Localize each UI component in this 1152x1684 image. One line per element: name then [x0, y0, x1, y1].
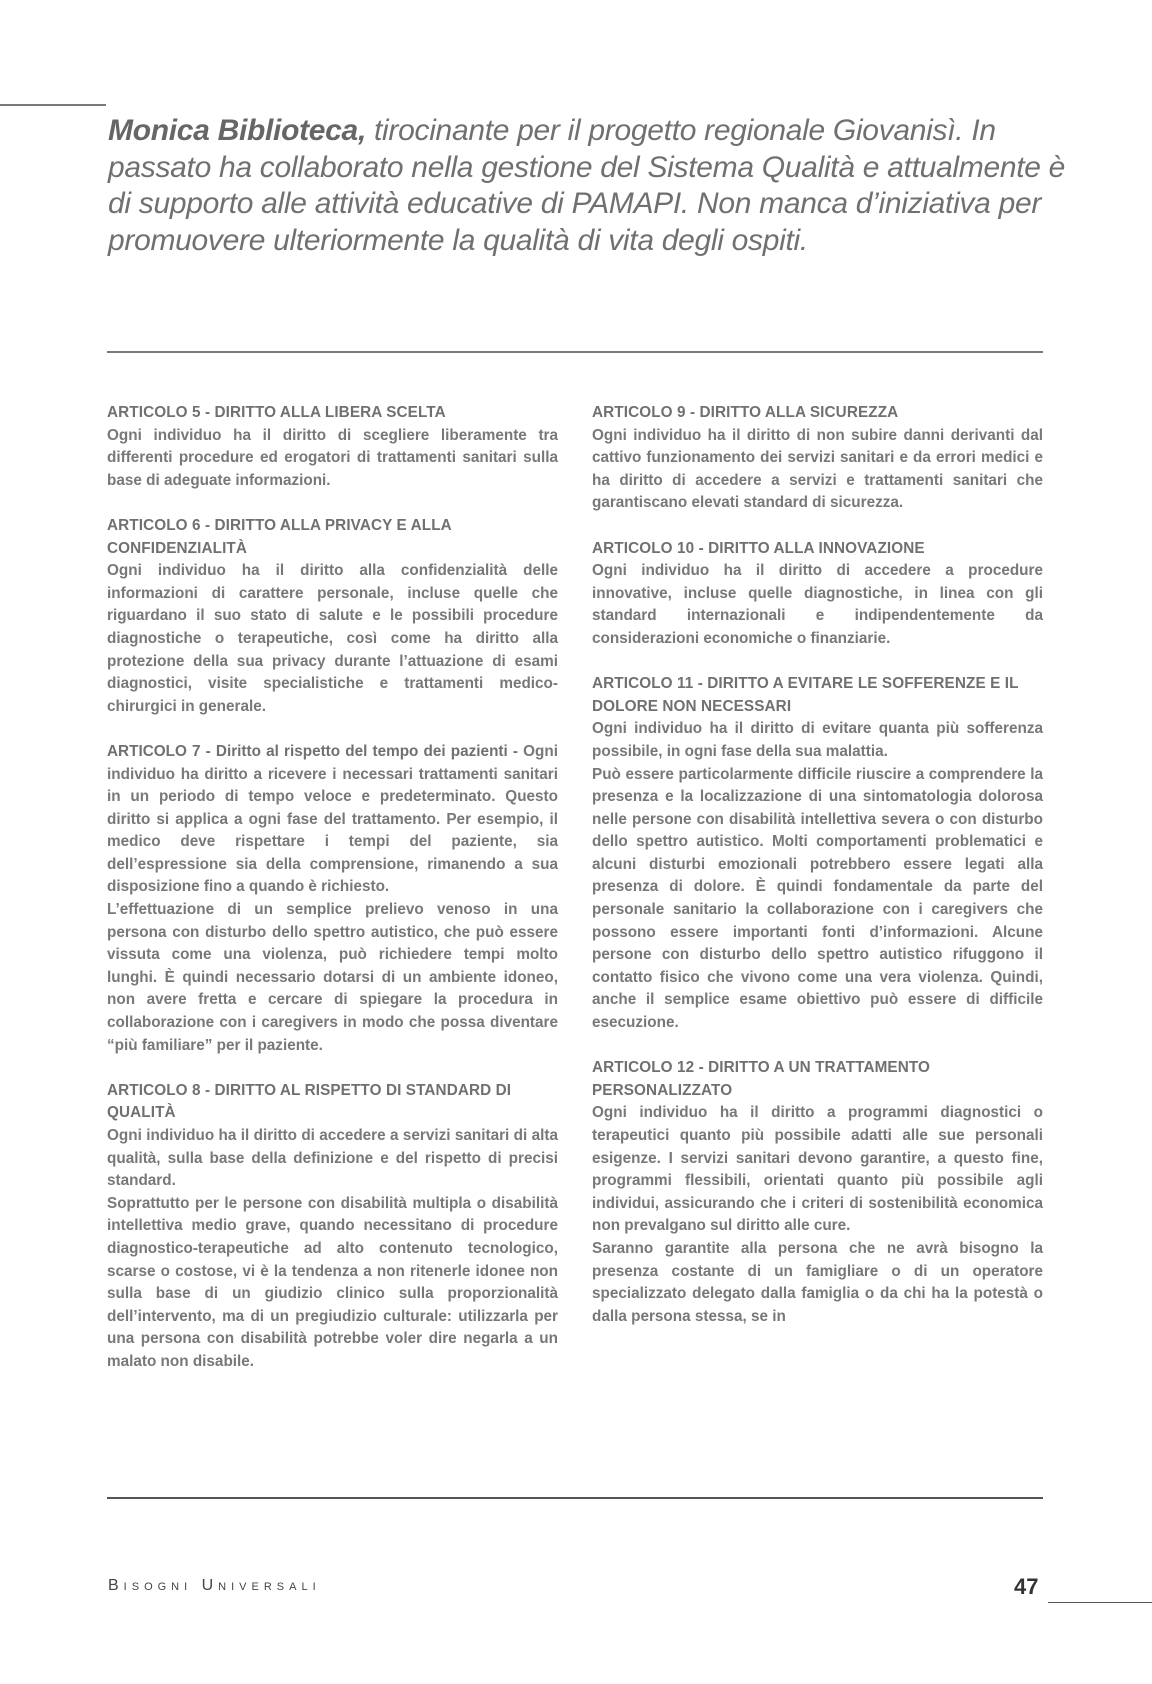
article-7: [107, 741, 558, 1057]
bottom-divider: [107, 1497, 1043, 1499]
article-9: [592, 402, 1043, 515]
page-number: 47: [1014, 1574, 1039, 1599]
article-title: ARTICOLO 9 - DIRITTO ALLA SICUREZZA: [592, 404, 899, 421]
article-8: [107, 1080, 558, 1374]
article-5: [107, 402, 558, 492]
footer-rule: [1048, 1602, 1152, 1603]
publication-title: Bisogni Universali: [108, 1577, 321, 1594]
article-title: ARTICOLO 5 - DIRITTO ALLA LIBERA SCELTA: [107, 404, 446, 421]
section-divider: [107, 351, 1043, 353]
article-11: [592, 673, 1043, 1035]
article-title: ARTICOLO 7 - Diritto al rispetto del tempo dei pazienti -: [107, 742, 524, 760]
article-title: ARTICOLO 8 - DIRITTO AL RISPETTO DI STANDARD DI QUALITÀ: [107, 1081, 512, 1122]
right-column: [592, 402, 1043, 1351]
article-paragraph: Ogni individuo ha il diritto a programmi diagnostici o terapeutici quanto più possibile adatti alle sue personali esigenze. I servizi sanitari devono garantire, a questo fine, programmi flessibili, orientati quanto più possibile agli individui, assicurando che i criteri di sostenibilità economica non prevalgano sul diritto alle cure.: [592, 1104, 1043, 1235]
article-paragraph: Ogni individuo ha il diritto di accedere a procedure innovative, incluse quelle diagnostiche, in linea con gli standard internazionali e indipendentemente da considerazioni economiche o finanziarie.: [592, 562, 1043, 647]
author-bio-text: tirocinante per il progetto regionale Giovanisì. In passato ha collaborato nella gestione del Sistema Qualità e attualmente è di supporto alle attività educative di PAMAPI. Non manca d’iniziativa per promuovere ulteriormente la qualità di vita degli ospiti.: [108, 114, 1066, 257]
left-column: [107, 402, 558, 1396]
article-paragraph: Ogni individuo ha il diritto di scegliere liberamente tra differenti procedure ed erogatori di trattamenti sanitari sulla base di adeguate informazioni.: [107, 426, 558, 489]
article-paragraph: L’effettuazione di un semplice prelievo venoso in una persona con disturbo dello spettro autistico, che può essere vissuta come una violenza, può richiedere tempi molto lunghi. È quindi necessario dotarsi di un ambiente idoneo, non avere fretta e cercare di spiegare la procedura in collaborazione con i caregivers in modo che possa diventare “più familiare” per il paziente.: [107, 901, 558, 1054]
article-title: ARTICOLO 10 - DIRITTO ALLA INNOVAZIONE: [592, 539, 925, 557]
article-paragraph: Può essere particolarmente difficile riuscire a comprendere la presenza e la localizzazione di una sintomatologia dolorosa nelle persone con disabilità intellettiva severa o con disturbo dello spettro autistico. Molti comportamenti problematici e alcuni disturbi emozionali potrebbero essere legati alla presenza di dolore. È quindi fondamentale da parte del personale sanitario la collaborazione con i caregivers che possono essere importanti fonti d’informazioni. Alcune persone con disturbo dello spettro autistico rifuggono il contatto fisico che vivono come una vera violenza. Quindi, anche il semplice esame obiettivo può essere di difficile esecuzione.: [592, 765, 1043, 1032]
top-left-rule: [0, 104, 106, 106]
article-paragraph: Ogni individuo ha il diritto di evitare quanta più sofferenza possibile, in ogni fase della sua malattia.: [592, 720, 1043, 760]
article-paragraph: Saranno garantite alla persona che ne avrà bisogno la presenza costante di un famigliare o di un operatore specializzato delegato dalla famiglia o da chi ha la potestà o dalla persona stessa, se in: [592, 1239, 1043, 1325]
author-bio: [108, 113, 1068, 259]
article-6: [107, 515, 558, 718]
article-10: [592, 538, 1043, 651]
author-name: Monica Biblioteca,: [108, 114, 366, 147]
article-paragraph: Soprattutto per le persone con disabilità multipla o disabilità intellettiva medio grave, quando necessitano di procedure diagnostico-terapeutiche ad alto contenuto tecnologico, scarse o costose, vi è la tendenza a non ritenerle idonee non sulla base di un giudizio clinico sulla proporzionalità dell’intervento, ma di un pregiudizio culturale: utilizzarla per una persona con disabilità potrebbe voler dire negarla a un malato non disabile.: [107, 1194, 558, 1370]
article-title: ARTICOLO 11 - DIRITTO A EVITARE LE SOFFERENZE E IL DOLORE NON NECESSARI: [592, 675, 1019, 715]
article-12: [592, 1057, 1043, 1328]
article-title: ARTICOLO 6 - DIRITTO ALLA PRIVACY E ALLA CONFIDENZIALITÀ: [107, 516, 452, 557]
article-paragraph: Ogni individuo ha il diritto di non subire danni derivanti dal cattivo funzionamento dei servizi sanitari e da errori medici e ha diritto di accedere a servizi e trattamenti sanitari che garantiscano elevati standard di sicurezza.: [592, 426, 1043, 512]
article-paragraph: Ogni individuo ha il diritto alla confidenzialità delle informazioni di carattere personale, incluse quelle che riguardano il suo stato di salute e le possibili procedure diagnostiche o terapeutiche, così come ha diritto alla protezione della sua privacy durante l’attuazione di esami diagnostici, visite specialistiche e trattamenti medico-chirurgici in generale.: [107, 562, 558, 715]
article-text: Ogni individuo ha diritto a ricevere i necessari trattamenti sanitari in un periodo di tempo veloce e predeterminato. Questo diritto si applica a ogni fase del trattamento. Per esempio, il medico deve rispettare i tempi del paziente, sia dell’espressione sia della comprensione, rimanendo a sua disposizione fino a quando è richiesto.: [107, 742, 558, 896]
article-paragraph: [107, 741, 558, 899]
article-title: ARTICOLO 12 - DIRITTO A UN TRATTAMENTO PERSONALIZZATO: [592, 1059, 931, 1099]
article-paragraph: Ogni individuo ha il diritto di accedere a servizi sanitari di alta qualità, sulla base della definizione e del rispetto di precisi standard.: [107, 1127, 558, 1190]
